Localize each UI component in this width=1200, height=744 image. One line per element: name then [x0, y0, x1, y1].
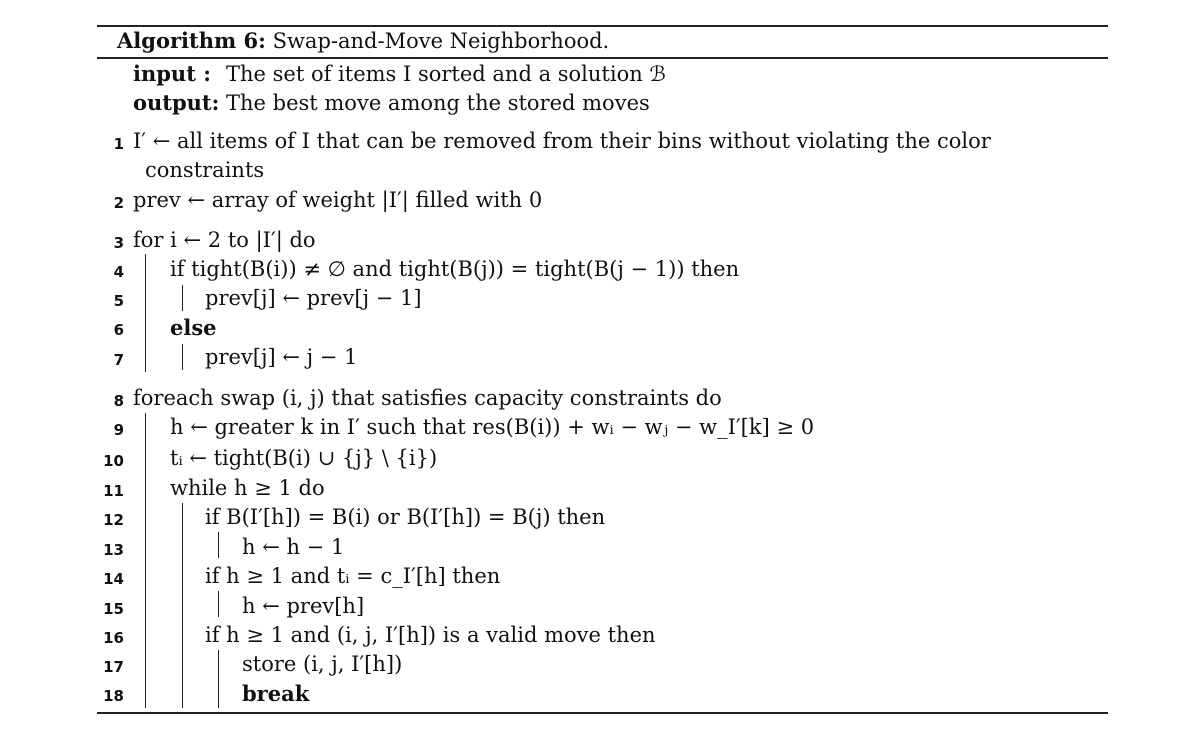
input-label: input :: [133, 61, 211, 86]
line-number: 13: [103, 541, 124, 559]
line-text: tᵢ ← tight(B(i) ∪ {j} \ {i}): [170, 446, 438, 470]
line-number: 14: [103, 570, 124, 588]
line-text: prev[j] ← prev[j − 1]: [205, 286, 422, 310]
line-number: 10: [103, 452, 124, 470]
line-text-continuation: constraints: [145, 158, 265, 182]
block-bar: [218, 591, 219, 617]
line-number: 7: [113, 351, 124, 369]
line-number: 4: [113, 263, 124, 281]
line-number: 9: [113, 421, 124, 439]
algorithm-name: Swap-and-Move Neighborhood.: [272, 29, 610, 53]
output-text: The best move among the stored moves: [226, 91, 650, 115]
line-text: h ← greater k in I′ such that res(B(i)) + wᵢ − wⱼ − w_I′[k] ≥ 0: [170, 415, 815, 439]
line-text: while h ≥ 1 do: [170, 476, 325, 500]
line-text: else: [170, 315, 217, 340]
block-bar: [182, 285, 183, 311]
title-rule: [97, 57, 1108, 59]
line-text: if h ≥ 1 and (i, j, I′[h]) is a valid move then: [205, 623, 656, 647]
line-text: h ← prev[h]: [242, 594, 365, 618]
input-line: [133, 61, 666, 86]
block-bar: [145, 413, 146, 708]
algorithm-title: [117, 28, 609, 53]
line-text: h ← h − 1: [242, 535, 345, 559]
block-bar: [182, 503, 183, 708]
block-bar: [145, 254, 146, 372]
line-number: 17: [103, 658, 124, 676]
line-text: prev ← array of weight |I′| filled with 0: [133, 188, 543, 212]
line-number: 3: [113, 234, 124, 252]
top-rule: [97, 25, 1108, 27]
input-text: The set of items I sorted and a solution ℬ: [226, 62, 666, 86]
line-number: 15: [103, 600, 124, 618]
line-number: 1: [113, 135, 124, 153]
block-bar: [182, 344, 183, 370]
line-text: foreach swap (i, j) that satisfies capacity constraints do: [133, 386, 722, 410]
line-text: break: [242, 681, 310, 706]
line-text: I′ ← all items of I that can be removed from their bins without violating the color: [133, 129, 991, 153]
line-number: 16: [103, 629, 124, 647]
algorithm-label: Algorithm 6:: [117, 28, 266, 53]
line-number: 2: [113, 194, 124, 212]
line-number: 12: [103, 511, 124, 529]
line-text: if h ≥ 1 and tᵢ = c_I′[h] then: [205, 564, 501, 588]
line-number: 5: [113, 292, 124, 310]
line-number: 8: [113, 392, 124, 410]
line-number: 18: [103, 687, 124, 705]
bottom-rule: [97, 712, 1108, 714]
line-text: store (i, j, I′[h]): [242, 652, 403, 676]
line-number: 11: [103, 482, 124, 500]
block-bar: [218, 650, 219, 708]
line-text: if tight(B(i)) ≠ ∅ and tight(B(j)) = tight(B(j − 1)) then: [170, 257, 740, 281]
output-label: output:: [133, 90, 220, 115]
line-text: for i ← 2 to |I′| do: [133, 228, 316, 252]
line-text: prev[j] ← j − 1: [205, 345, 358, 369]
block-bar: [218, 532, 219, 558]
output-line: [133, 90, 650, 115]
line-text: if B(I′[h]) = B(i) or B(I′[h]) = B(j) then: [205, 505, 606, 529]
line-number: 6: [113, 321, 124, 339]
